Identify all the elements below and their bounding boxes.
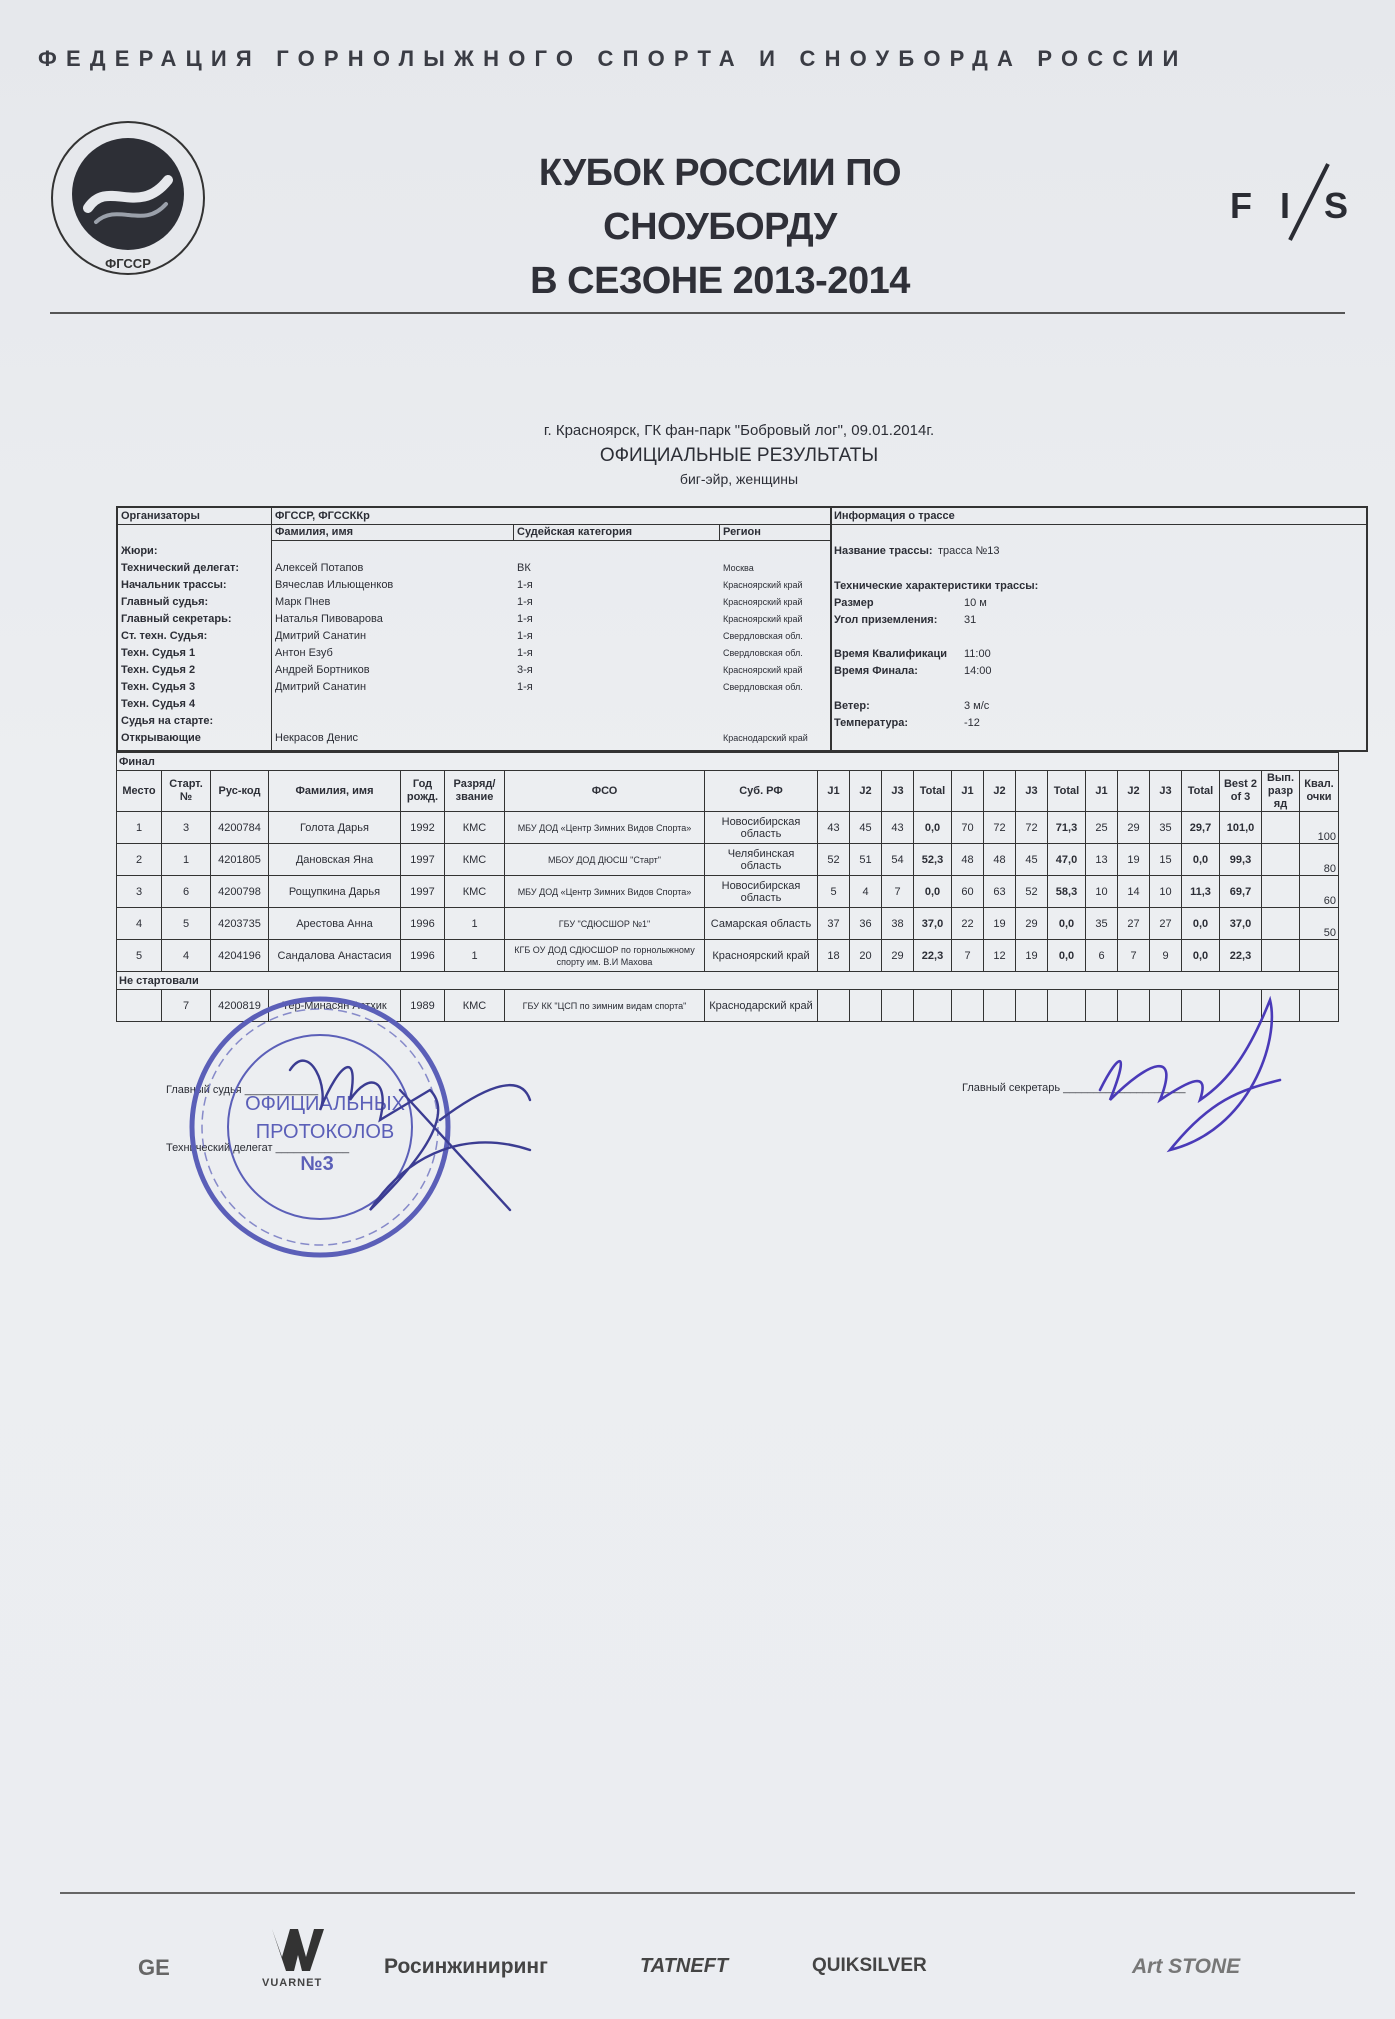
header-r1-j1: J1	[818, 771, 850, 812]
result-r2-judge-score: 19	[984, 908, 1016, 940]
result-athlete-name: Арестова Анна	[269, 908, 401, 940]
official-role: Техн. Судья 4	[121, 698, 196, 710]
result-r1-total: 52,3	[914, 844, 952, 876]
result-row	[117, 908, 1339, 940]
result-region: Красноярский край	[705, 940, 818, 972]
official-category: 1-я	[517, 630, 533, 642]
dns-place	[117, 990, 162, 1022]
dns-empty-cell	[850, 990, 882, 1022]
result-r1-judge-score: 4	[850, 876, 882, 908]
header-r2-total: Total	[1048, 771, 1086, 812]
result-r1-total: 0,0	[914, 876, 952, 908]
result-athlete-name: Рощупкина Дарья	[269, 876, 401, 908]
cup-title-line1: КУБОК РОССИИ ПО СНОУБОРДУ	[538, 152, 902, 248]
header-start: Старт. №	[162, 771, 211, 812]
result-r2-total: 0,0	[1048, 908, 1086, 940]
result-start-number: 1	[162, 844, 211, 876]
result-birth-year: 1996	[401, 940, 445, 972]
official-role: Начальник трассы:	[121, 579, 227, 591]
results-title: ОФИЦИАЛЬНЫЕ РЕЗУЛЬТАТЫ	[599, 445, 879, 466]
dns-start-number: 7	[162, 990, 211, 1022]
result-r1-total: 22,3	[914, 940, 952, 972]
official-region: Красноярский край	[723, 597, 803, 607]
dns-rus-code: 4200819	[211, 990, 269, 1022]
wind-label: Ветер:	[834, 700, 870, 712]
result-row	[117, 812, 1339, 844]
stamp-line1: ОФИЦИАЛЬНЫХ	[245, 1093, 405, 1115]
result-region: Новосибирская область	[705, 812, 818, 844]
result-r2-judge-score: 52	[1016, 876, 1048, 908]
result-region: Самарская область	[705, 908, 818, 940]
wind-value: 3 м/с	[964, 700, 990, 712]
result-rank-achieved	[1262, 844, 1300, 876]
dns-club: ГБУ КК "ЦСП по зимним видам спорта"	[505, 990, 705, 1022]
official-category: 1-я	[517, 613, 533, 625]
result-row	[117, 876, 1339, 908]
result-athlete-name: Голота Дарья	[269, 812, 401, 844]
temperature-value: -12	[964, 717, 980, 729]
result-r3-total: 29,7	[1182, 812, 1220, 844]
course-name-label: Название трассы:	[834, 545, 933, 557]
result-r2-judge-score: 22	[952, 908, 984, 940]
result-start-number: 4	[162, 940, 211, 972]
result-r3-judge-score: 13	[1086, 844, 1118, 876]
header-r2-j1: J1	[952, 771, 984, 812]
angle-value: 31	[964, 614, 977, 626]
official-role: Техн. Судья 1	[121, 647, 196, 659]
col-region-header: Регион	[723, 526, 761, 538]
result-place: 2	[117, 844, 162, 876]
result-birth-year: 1992	[401, 812, 445, 844]
result-r2-judge-score: 45	[1016, 844, 1048, 876]
header-r2-j3: J3	[1016, 771, 1048, 812]
result-r1-judge-score: 5	[818, 876, 850, 908]
result-row	[117, 940, 1339, 972]
tech-delegate-label: Технический делегат ____________	[166, 1142, 350, 1154]
header-place: Место	[117, 771, 162, 812]
footer-divider	[60, 1892, 1355, 1894]
angle-label: Угол приземления:	[834, 614, 938, 626]
result-r2-judge-score: 19	[1016, 940, 1048, 972]
section-final-row	[117, 753, 1339, 771]
official-role: Главный судья:	[121, 596, 209, 608]
result-r2-judge-score: 29	[1016, 908, 1048, 940]
course-info-header: Информация о трассе	[834, 510, 955, 522]
result-rank: 1	[445, 908, 505, 940]
result-best-of-3: 99,3	[1220, 844, 1262, 876]
official-role: Техн. Судья 3	[121, 681, 196, 693]
result-r2-total: 47,0	[1048, 844, 1086, 876]
dns-empty-cell	[984, 990, 1016, 1022]
dns-empty-cell	[1300, 990, 1339, 1022]
result-r2-judge-score: 63	[984, 876, 1016, 908]
federation-header: ФЕДЕРАЦИЯ ГОРНОЛЫЖНОГО СПОРТА И СНОУБОРДА РОССИИ	[38, 46, 1188, 71]
header-club: ФСО	[505, 771, 705, 812]
discipline: биг-эйр, женщины	[679, 471, 799, 487]
official-category: 1-я	[517, 579, 533, 591]
result-rank-achieved	[1262, 812, 1300, 844]
result-rank-achieved	[1262, 940, 1300, 972]
col-category-header: Судейская категория	[517, 526, 633, 538]
official-region: Свердловская обл.	[723, 682, 803, 692]
temperature-label: Температура:	[834, 717, 909, 729]
result-r3-judge-score: 15	[1150, 844, 1182, 876]
official-category: 1-я	[517, 647, 533, 659]
result-qual-points: 100	[1300, 812, 1339, 844]
dns-empty-cell	[1016, 990, 1048, 1022]
header-points: Квал. очки	[1300, 771, 1339, 812]
section-dns-label: Не стартовали	[117, 972, 1339, 990]
chief-secretary-signature	[1090, 990, 1290, 1160]
result-birth-year: 1997	[401, 876, 445, 908]
result-r1-judge-score: 20	[850, 940, 882, 972]
official-role: Главный секретарь:	[121, 613, 232, 625]
section-dns-row	[117, 972, 1339, 990]
header-done: Вып. разр яд	[1262, 771, 1300, 812]
result-club: МБУ ДОД «Центр Зимних Видов Спорта»	[505, 812, 705, 844]
official-region: Красноярский край	[723, 580, 803, 590]
header-region: Суб. РФ	[705, 771, 818, 812]
result-r3-judge-score: 14	[1118, 876, 1150, 908]
result-region: Новосибирская область	[705, 876, 818, 908]
col-name-header: Фамилия, имя	[275, 526, 354, 538]
result-club: КГБ ОУ ДОД СДЮСШОР по горнолыжному спорту им. В.И Махова	[505, 940, 705, 972]
dns-empty-cell	[1048, 990, 1086, 1022]
chief-judge-label: Главный судья ____________	[166, 1084, 319, 1096]
result-rus-code: 4203735	[211, 908, 269, 940]
result-birth-year: 1997	[401, 844, 445, 876]
result-rank: 1	[445, 940, 505, 972]
header-name: Фамилия, имя	[269, 771, 401, 812]
official-region: Свердловская обл.	[723, 648, 803, 658]
result-r1-judge-score: 18	[818, 940, 850, 972]
result-r3-judge-score: 6	[1086, 940, 1118, 972]
result-r3-judge-score: 35	[1150, 812, 1182, 844]
result-r2-judge-score: 48	[984, 844, 1016, 876]
result-rank: КМС	[445, 812, 505, 844]
header-r3-total: Total	[1182, 771, 1220, 812]
fis-logo	[1220, 160, 1370, 250]
final-time-label: Время Финала:	[834, 665, 918, 677]
result-qual-points	[1300, 940, 1339, 972]
header-r3-j2: J2	[1118, 771, 1150, 812]
official-category: 1-я	[517, 596, 533, 608]
result-r3-judge-score: 25	[1086, 812, 1118, 844]
official-name: Марк Пнев	[275, 596, 331, 608]
tech-spec-label: Технические характеристики трассы:	[834, 580, 1039, 592]
organizers-label: Организаторы	[121, 510, 200, 522]
official-name: Алексей Потапов	[275, 562, 364, 574]
sponsor-ge: GE	[138, 1955, 170, 1980]
result-r2-total: 71,3	[1048, 812, 1086, 844]
svg-text:I: I	[1280, 185, 1291, 226]
result-r3-judge-score: 10	[1086, 876, 1118, 908]
result-r1-judge-score: 45	[850, 812, 882, 844]
sponsor-art-stone: Art STONE	[1132, 1955, 1241, 1978]
official-category: 1-я	[517, 681, 533, 693]
dns-empty-cell	[882, 990, 914, 1022]
chief-secretary-label: Главный секретарь ____________________	[962, 1082, 1186, 1094]
result-r2-total: 58,3	[1048, 876, 1086, 908]
dns-birth-year: 1989	[401, 990, 445, 1022]
result-rus-code: 4201805	[211, 844, 269, 876]
result-best-of-3: 22,3	[1220, 940, 1262, 972]
result-r1-judge-score: 52	[818, 844, 850, 876]
results-table	[116, 752, 1339, 1022]
result-r1-judge-score: 38	[882, 908, 914, 940]
result-athlete-name: Сандалова Анастасия	[269, 940, 401, 972]
stamp-number: №3	[300, 1153, 334, 1175]
header-r3-j3: J3	[1150, 771, 1182, 812]
result-r3-judge-score: 7	[1118, 940, 1150, 972]
official-region: Красноярский край	[723, 614, 803, 624]
result-r3-total: 11,3	[1182, 876, 1220, 908]
result-r2-judge-score: 72	[984, 812, 1016, 844]
header-code: Рус-код	[211, 771, 269, 812]
result-club: МБОУ ДОД ДЮСШ "Старт"	[505, 844, 705, 876]
header-year: Год рожд.	[401, 771, 445, 812]
header-divider	[50, 312, 1345, 314]
officials-info-block	[116, 506, 1368, 752]
svg-text:S: S	[1324, 185, 1349, 226]
header-r1-total: Total	[914, 771, 952, 812]
header-r1-j2: J2	[850, 771, 882, 812]
result-place: 5	[117, 940, 162, 972]
organizers-value: ФГССР, ФГССККр	[275, 510, 370, 522]
result-rank-achieved	[1262, 876, 1300, 908]
jury-label: Жюри:	[121, 545, 158, 557]
result-best-of-3: 37,0	[1220, 908, 1262, 940]
result-r3-judge-score: 10	[1150, 876, 1182, 908]
result-r2-judge-score: 48	[952, 844, 984, 876]
sponsor-quiksilver: QUIKSILVER	[812, 1955, 927, 1976]
result-r3-judge-score: 29	[1118, 812, 1150, 844]
dns-empty-cell	[914, 990, 952, 1022]
qual-time-value: 11:00	[964, 648, 991, 660]
official-name: Антон Езуб	[275, 647, 333, 659]
official-name: Некрасов Денис	[275, 732, 359, 744]
header-r1-j3: J3	[882, 771, 914, 812]
size-value: 10 м	[964, 597, 987, 609]
result-start-number: 5	[162, 908, 211, 940]
result-region: Челябинская область	[705, 844, 818, 876]
result-r3-total: 0,0	[1182, 844, 1220, 876]
result-qual-points: 80	[1300, 844, 1339, 876]
result-r1-total: 37,0	[914, 908, 952, 940]
result-birth-year: 1996	[401, 908, 445, 940]
official-role: Ст. техн. Судья:	[121, 630, 208, 642]
result-place: 3	[117, 876, 162, 908]
result-row	[117, 844, 1339, 876]
result-start-number: 3	[162, 812, 211, 844]
sponsors-bar	[0, 1925, 1395, 2005]
result-r1-judge-score: 36	[850, 908, 882, 940]
logo-abbr: ФГССР	[105, 256, 151, 271]
result-r2-judge-score: 70	[952, 812, 984, 844]
header-rank: Разряд/ звание	[445, 771, 505, 812]
result-club: МБУ ДОД «Центр Зимних Видов Спорта»	[505, 876, 705, 908]
vuarnet-logo-icon	[268, 1925, 328, 1975]
official-role: Технический делегат:	[121, 562, 240, 574]
official-role: Техн. Судья 2	[121, 664, 196, 676]
result-qual-points: 60	[1300, 876, 1339, 908]
dns-empty-cell	[952, 990, 984, 1022]
size-label: Размер	[834, 597, 874, 609]
official-name: Вячеслав Ильющенков	[275, 579, 394, 591]
section-final-label: Финал	[117, 753, 1339, 771]
official-role: Судья на старте:	[121, 715, 214, 727]
result-athlete-name: Дановская Яна	[269, 844, 401, 876]
result-start-number: 6	[162, 876, 211, 908]
header-r2-j2: J2	[984, 771, 1016, 812]
result-r2-judge-score: 72	[1016, 812, 1048, 844]
result-r1-judge-score: 43	[818, 812, 850, 844]
official-region: Москва	[723, 563, 754, 573]
result-r1-total: 0,0	[914, 812, 952, 844]
cup-title-line2: В СЕЗОНЕ 2013-2014	[530, 260, 910, 302]
result-r2-total: 0,0	[1048, 940, 1086, 972]
official-region: Краснодарский край	[723, 733, 808, 743]
cup-title	[440, 146, 1000, 308]
official-region: Красноярский край	[723, 665, 803, 675]
dns-empty-cell	[818, 990, 850, 1022]
result-r3-total: 0,0	[1182, 908, 1220, 940]
result-club: ГБУ "СДЮСШОР №1"	[505, 908, 705, 940]
result-r3-judge-score: 35	[1086, 908, 1118, 940]
result-r2-judge-score: 60	[952, 876, 984, 908]
sponsor-vuarnet: VUARNET	[262, 1977, 323, 1989]
official-name: Дмитрий Санатин	[275, 630, 367, 642]
official-name: Дмитрий Санатин	[275, 681, 367, 693]
result-r3-judge-score: 27	[1118, 908, 1150, 940]
result-r1-judge-score: 29	[882, 940, 914, 972]
fgssr-logo	[48, 118, 208, 278]
event-location: г. Красноярск, ГК фан-парк "Бобровый лог", 09.01.2014г.	[543, 422, 935, 439]
course-name-value: трасса №13	[938, 545, 1000, 557]
official-role: Открывающие	[121, 732, 201, 744]
official-name: Андрей Бортников	[275, 664, 370, 676]
dns-athlete-name: Тер-Минасян Астхик	[269, 990, 401, 1022]
result-r3-judge-score: 19	[1118, 844, 1150, 876]
result-place: 1	[117, 812, 162, 844]
result-rank: КМС	[445, 876, 505, 908]
header-best: Best 2 of 3	[1220, 771, 1262, 812]
chief-judge-signature	[280, 1030, 540, 1230]
result-r1-judge-score: 43	[882, 812, 914, 844]
result-r3-total: 0,0	[1182, 940, 1220, 972]
dns-rank: КМС	[445, 990, 505, 1022]
result-r3-judge-score: 27	[1150, 908, 1182, 940]
official-name: Наталья Пивоварова	[275, 613, 383, 625]
svg-text:F: F	[1230, 185, 1252, 226]
final-time-value: 14:00	[964, 665, 992, 677]
result-rus-code: 4200798	[211, 876, 269, 908]
official-region: Свердловская обл.	[723, 631, 803, 641]
result-best-of-3: 101,0	[1220, 812, 1262, 844]
result-rus-code: 4200784	[211, 812, 269, 844]
result-rus-code: 4204196	[211, 940, 269, 972]
stamp-line2: ПРОТОКОЛОВ	[255, 1121, 395, 1143]
result-rank-achieved	[1262, 908, 1300, 940]
result-r3-judge-score: 9	[1150, 940, 1182, 972]
sponsor-rosinzhiniring: Росинжиниринг	[384, 1955, 548, 1978]
result-qual-points: 50	[1300, 908, 1339, 940]
result-r2-judge-score: 7	[952, 940, 984, 972]
results-header-row	[117, 771, 1339, 812]
result-best-of-3: 69,7	[1220, 876, 1262, 908]
result-r1-judge-score: 37	[818, 908, 850, 940]
dns-region: Краснодарский край	[705, 990, 818, 1022]
qual-time-label: Время Квалификаци	[834, 648, 947, 660]
result-place: 4	[117, 908, 162, 940]
result-r2-judge-score: 12	[984, 940, 1016, 972]
result-r1-judge-score: 54	[882, 844, 914, 876]
header-r3-j1: J1	[1086, 771, 1118, 812]
result-r1-judge-score: 7	[882, 876, 914, 908]
official-category: 3-я	[517, 664, 533, 676]
result-r1-judge-score: 51	[850, 844, 882, 876]
official-category: ВК	[517, 562, 531, 574]
result-rank: КМС	[445, 844, 505, 876]
sponsor-tatneft: TATNEFT	[640, 1955, 729, 1977]
